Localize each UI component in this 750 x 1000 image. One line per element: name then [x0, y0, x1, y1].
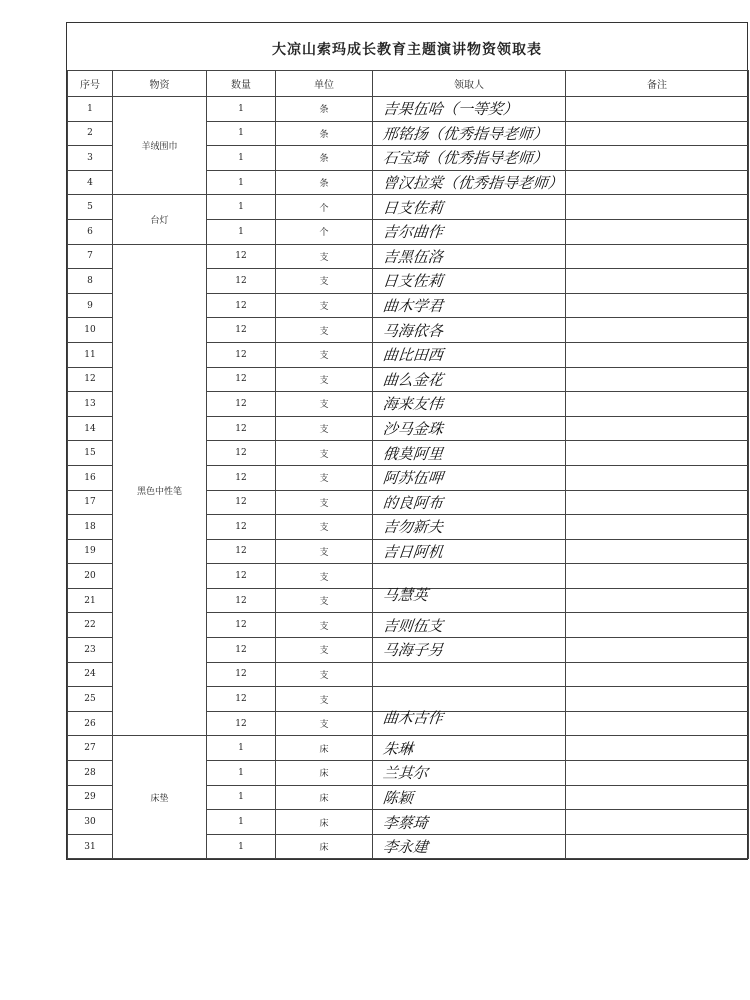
row-number: 16 — [68, 465, 113, 490]
note — [566, 465, 749, 490]
unit: 个 — [276, 219, 373, 244]
row-number: 30 — [68, 810, 113, 835]
unit: 支 — [276, 711, 373, 736]
quantity: 1 — [207, 219, 276, 244]
quantity: 1 — [207, 195, 276, 220]
quantity: 1 — [207, 121, 276, 146]
handwritten-name: 日支佐莉 — [382, 198, 444, 217]
row-number: 20 — [68, 564, 113, 589]
recipient-signature — [373, 367, 566, 392]
header-qty: 数量 — [207, 71, 276, 97]
handwritten-name: 马慧英 — [382, 586, 429, 605]
row-number: 23 — [68, 638, 113, 663]
note — [566, 219, 749, 244]
row-number: 5 — [68, 195, 113, 220]
unit: 支 — [276, 318, 373, 343]
handwritten-name: 曲木学君 — [382, 297, 444, 316]
unit: 床 — [276, 761, 373, 786]
quantity: 12 — [207, 318, 276, 343]
handwritten-name: 石宝琦（优秀指导老师） — [382, 149, 549, 168]
handwritten-name: 兰其尔 — [382, 764, 429, 783]
row-number: 13 — [68, 392, 113, 417]
recipient-signature — [373, 416, 566, 441]
row-number: 2 — [68, 121, 113, 146]
note — [566, 269, 749, 294]
recipient-signature — [373, 834, 566, 859]
row-number: 10 — [68, 318, 113, 343]
handwritten-name: 陈颖 — [382, 788, 414, 807]
quantity: 1 — [207, 170, 276, 195]
quantity: 1 — [207, 97, 276, 122]
row-number: 18 — [68, 515, 113, 540]
table-row — [68, 97, 749, 122]
unit: 支 — [276, 564, 373, 589]
note — [566, 711, 749, 736]
handwritten-name: 马海子另 — [382, 641, 444, 660]
row-number: 7 — [68, 244, 113, 269]
quantity: 12 — [207, 269, 276, 294]
handwritten-name: 吉勿新夫 — [382, 518, 444, 537]
row-number: 12 — [68, 367, 113, 392]
recipient-signature — [373, 490, 566, 515]
unit: 个 — [276, 195, 373, 220]
unit: 床 — [276, 736, 373, 761]
handwritten-name: 吉黑伍洛 — [382, 247, 444, 266]
quantity: 12 — [207, 613, 276, 638]
handwritten-name: 李蔡琦 — [382, 813, 429, 832]
row-number: 29 — [68, 785, 113, 810]
quantity: 12 — [207, 638, 276, 663]
header-note: 备注 — [566, 71, 749, 97]
unit: 支 — [276, 588, 373, 613]
note — [566, 588, 749, 613]
recipient-signature — [373, 219, 566, 244]
note — [566, 662, 749, 687]
unit: 支 — [276, 613, 373, 638]
recipient-signature — [373, 662, 566, 687]
row-number: 26 — [68, 711, 113, 736]
handwritten-name: 曾汉拉棠（优秀指导老师） — [382, 174, 564, 193]
recipient-signature — [373, 293, 566, 318]
unit: 床 — [276, 834, 373, 859]
unit: 支 — [276, 392, 373, 417]
unit: 床 — [276, 810, 373, 835]
handwritten-name: 曲木古作 — [382, 709, 444, 728]
row-number: 9 — [68, 293, 113, 318]
quantity: 12 — [207, 441, 276, 466]
table-row — [68, 244, 749, 269]
note — [566, 416, 749, 441]
note — [566, 441, 749, 466]
unit: 条 — [276, 170, 373, 195]
unit: 支 — [276, 490, 373, 515]
recipient-signature — [373, 761, 566, 786]
note — [566, 515, 749, 540]
header-row — [68, 71, 749, 97]
header-no: 序号 — [68, 71, 113, 97]
handwritten-name: 日支佐莉 — [382, 272, 444, 291]
row-number: 8 — [68, 269, 113, 294]
handwritten-name: 李永建 — [382, 838, 429, 857]
document-frame — [66, 22, 748, 860]
table-row — [68, 195, 749, 220]
quantity: 12 — [207, 465, 276, 490]
handwritten-name: 吉则伍支 — [382, 616, 444, 635]
item-name: 黑色中性笔 — [113, 244, 207, 736]
quantity: 12 — [207, 490, 276, 515]
header-recipient: 领取人 — [373, 71, 566, 97]
note — [566, 146, 749, 171]
recipient-signature — [373, 810, 566, 835]
recipient-signature — [373, 244, 566, 269]
handwritten-name: 吉尔曲作 — [382, 223, 444, 242]
header-unit: 单位 — [276, 71, 373, 97]
row-number: 24 — [68, 662, 113, 687]
row-number: 28 — [68, 761, 113, 786]
unit: 支 — [276, 465, 373, 490]
unit: 支 — [276, 638, 373, 663]
quantity: 12 — [207, 711, 276, 736]
quantity: 1 — [207, 810, 276, 835]
note — [566, 392, 749, 417]
unit: 支 — [276, 662, 373, 687]
row-number: 25 — [68, 687, 113, 712]
unit: 支 — [276, 515, 373, 540]
row-number: 19 — [68, 539, 113, 564]
unit: 支 — [276, 269, 373, 294]
quantity: 12 — [207, 244, 276, 269]
note — [566, 97, 749, 122]
handwritten-name: 的良阿布 — [382, 493, 444, 512]
recipient-signature — [373, 638, 566, 663]
handwritten-name: 吉果伍哈（一等奖） — [382, 100, 519, 119]
note — [566, 293, 749, 318]
unit: 支 — [276, 539, 373, 564]
recipient-signature — [373, 613, 566, 638]
recipient-signature — [373, 711, 566, 736]
row-number: 27 — [68, 736, 113, 761]
recipient-signature — [373, 269, 566, 294]
note — [566, 244, 749, 269]
note — [566, 810, 749, 835]
handwritten-name: 阿苏伍呷 — [382, 469, 444, 488]
note — [566, 564, 749, 589]
quantity: 12 — [207, 564, 276, 589]
recipient-signature — [373, 121, 566, 146]
recipient-signature — [373, 146, 566, 171]
header-item: 物资 — [113, 71, 207, 97]
recipient-signature — [373, 465, 566, 490]
handwritten-name: 吉日阿机 — [382, 542, 444, 561]
unit: 条 — [276, 146, 373, 171]
row-number: 4 — [68, 170, 113, 195]
recipient-signature — [373, 195, 566, 220]
recipient-signature — [373, 588, 566, 613]
row-number: 14 — [68, 416, 113, 441]
note — [566, 613, 749, 638]
note — [566, 342, 749, 367]
quantity: 12 — [207, 588, 276, 613]
handwritten-name: 曲比田西 — [382, 346, 444, 365]
row-number: 11 — [68, 342, 113, 367]
quantity: 12 — [207, 416, 276, 441]
document-title: 大凉山索玛成长教育主题演讲物资领取表 — [272, 42, 542, 58]
note — [566, 761, 749, 786]
note — [566, 367, 749, 392]
row-number: 17 — [68, 490, 113, 515]
quantity: 12 — [207, 342, 276, 367]
unit: 支 — [276, 293, 373, 318]
quantity: 1 — [207, 146, 276, 171]
recipient-signature — [373, 736, 566, 761]
note — [566, 318, 749, 343]
handwritten-name: 朱琳 — [382, 739, 414, 758]
quantity: 12 — [207, 515, 276, 540]
unit: 床 — [276, 785, 373, 810]
handwritten-name: 俄莫阿里 — [382, 444, 444, 463]
quantity: 1 — [207, 736, 276, 761]
unit: 支 — [276, 367, 373, 392]
note — [566, 121, 749, 146]
note — [566, 195, 749, 220]
note — [566, 170, 749, 195]
quantity: 1 — [207, 761, 276, 786]
unit: 支 — [276, 416, 373, 441]
recipient-signature — [373, 441, 566, 466]
handwritten-name: 马海依各 — [382, 321, 444, 340]
note — [566, 539, 749, 564]
quantity: 12 — [207, 293, 276, 318]
unit: 支 — [276, 342, 373, 367]
unit: 条 — [276, 121, 373, 146]
note — [566, 834, 749, 859]
unit: 条 — [276, 97, 373, 122]
quantity: 1 — [207, 834, 276, 859]
handwritten-name: 海来友伟 — [382, 395, 444, 414]
distribution-table — [67, 70, 749, 859]
recipient-signature — [373, 170, 566, 195]
quantity: 12 — [207, 687, 276, 712]
handwritten-name: 邢铭扬（优秀指导老师） — [382, 124, 549, 143]
quantity: 12 — [207, 367, 276, 392]
recipient-signature — [373, 318, 566, 343]
row-number: 21 — [68, 588, 113, 613]
quantity: 12 — [207, 662, 276, 687]
quantity: 1 — [207, 785, 276, 810]
table-body — [68, 97, 749, 859]
recipient-signature — [373, 392, 566, 417]
note — [566, 687, 749, 712]
row-number: 22 — [68, 613, 113, 638]
unit: 支 — [276, 244, 373, 269]
item-name: 羊绒围巾 — [113, 97, 207, 195]
row-number: 15 — [68, 441, 113, 466]
unit: 支 — [276, 441, 373, 466]
handwritten-name: 曲么金花 — [382, 370, 444, 389]
recipient-signature — [373, 342, 566, 367]
recipient-signature — [373, 539, 566, 564]
note — [566, 736, 749, 761]
recipient-signature — [373, 97, 566, 122]
note — [566, 785, 749, 810]
quantity: 12 — [207, 539, 276, 564]
item-name: 台灯 — [113, 195, 207, 244]
recipient-signature — [373, 515, 566, 540]
item-name: 床垫 — [113, 736, 207, 859]
row-number: 3 — [68, 146, 113, 171]
quantity: 12 — [207, 392, 276, 417]
unit: 支 — [276, 687, 373, 712]
table-row — [68, 736, 749, 761]
recipient-signature — [373, 785, 566, 810]
row-number: 6 — [68, 219, 113, 244]
row-number: 1 — [68, 97, 113, 122]
handwritten-name: 沙马金珠 — [382, 420, 444, 439]
note — [566, 490, 749, 515]
note — [566, 638, 749, 663]
row-number: 31 — [68, 834, 113, 859]
